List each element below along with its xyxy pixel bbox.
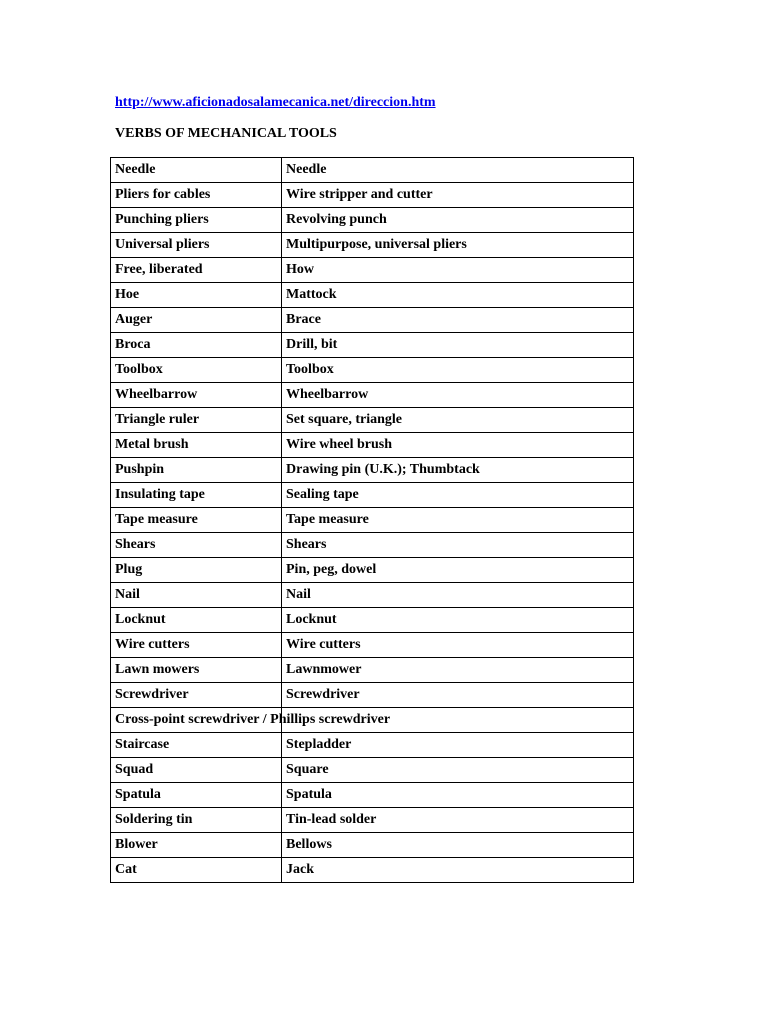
- table-cell-translation: Multipurpose, universal pliers: [282, 233, 634, 258]
- table-cell-term: Blower: [111, 833, 282, 858]
- spanning-cell-wrapper: [115, 708, 633, 732]
- cell-text: Cross-point screwdriver / Phillips screwdriver: [115, 712, 391, 727]
- table-cell-translation: Tape measure: [282, 508, 634, 533]
- table-cell-term: Lawn mowers: [111, 658, 282, 683]
- table-cell-term: Squad: [111, 758, 282, 783]
- table-row: [111, 483, 634, 508]
- table-row: [111, 633, 634, 658]
- table-cell-translation: Toolbox: [282, 358, 634, 383]
- table-cell-term: Free, liberated: [111, 258, 282, 283]
- table-row: [111, 583, 634, 608]
- table-row: [111, 858, 634, 883]
- table-cell-term: Insulating tape: [111, 483, 282, 508]
- table-cell-term: Universal pliers: [111, 233, 282, 258]
- table-cell-translation: Needle: [282, 158, 634, 183]
- table-cell-term: Plug: [111, 558, 282, 583]
- table-row: [111, 708, 634, 733]
- table-cell-translation: Spatula: [282, 783, 634, 808]
- table-cell-term: Needle: [111, 158, 282, 183]
- table-cell-translation: Wire cutters: [282, 633, 634, 658]
- table-cell-term: Metal brush: [111, 433, 282, 458]
- table-cell-translation: Nail: [282, 583, 634, 608]
- table-cell-translation: Shears: [282, 533, 634, 558]
- table-cell-translation: Set square, triangle: [282, 408, 634, 433]
- table-cell-term: Screwdriver: [111, 683, 282, 708]
- table-cell-translation: Wire wheel brush: [282, 433, 634, 458]
- table-cell-translation: Tin-lead solder: [282, 808, 634, 833]
- table-cell-translation: Lawnmower: [282, 658, 634, 683]
- table-cell-term: Hoe: [111, 283, 282, 308]
- table-row: [111, 408, 634, 433]
- table-cell-translation: Square: [282, 758, 634, 783]
- table-cell-term: Cat: [111, 858, 282, 883]
- table-row: [111, 308, 634, 333]
- table-row: [111, 458, 634, 483]
- table-row: [111, 383, 634, 408]
- table-cell-translation: Brace: [282, 308, 634, 333]
- table-row: [111, 433, 634, 458]
- table-cell-spanning: [111, 708, 634, 733]
- table-row: [111, 758, 634, 783]
- tools-table-body: [111, 158, 634, 883]
- table-cell-translation: Wheelbarrow: [282, 383, 634, 408]
- table-cell-translation: Screwdriver: [282, 683, 634, 708]
- table-cell-term: Nail: [111, 583, 282, 608]
- table-cell-term: Spatula: [111, 783, 282, 808]
- table-cell-translation: Bellows: [282, 833, 634, 858]
- table-cell-translation: Mattock: [282, 283, 634, 308]
- table-cell-translation: Wire stripper and cutter: [282, 183, 634, 208]
- table-cell-term: Triangle ruler: [111, 408, 282, 433]
- table-row: [111, 508, 634, 533]
- table-cell-translation: Stepladder: [282, 733, 634, 758]
- table-cell-translation: How: [282, 258, 634, 283]
- table-row: [111, 533, 634, 558]
- table-cell-term: Auger: [111, 308, 282, 333]
- table-cell-translation: Revolving punch: [282, 208, 634, 233]
- table-row: [111, 558, 634, 583]
- table-cell-term: Wire cutters: [111, 633, 282, 658]
- table-cell-term: Pushpin: [111, 458, 282, 483]
- table-row: [111, 333, 634, 358]
- table-row: [111, 208, 634, 233]
- table-cell-translation: Jack: [282, 858, 634, 883]
- table-cell-term: Punching pliers: [111, 208, 282, 233]
- source-link[interactable]: http://www.aficionadosalamecanica.net/direccion.htm: [115, 95, 436, 110]
- table-row: [111, 658, 634, 683]
- table-row: [111, 358, 634, 383]
- table-cell-term: Staircase: [111, 733, 282, 758]
- table-row: [111, 783, 634, 808]
- table-cell-translation: Drawing pin (U.K.); Thumbtack: [282, 458, 634, 483]
- table-cell-translation: Locknut: [282, 608, 634, 633]
- table-cell-term: Toolbox: [111, 358, 282, 383]
- table-cell-term: Shears: [111, 533, 282, 558]
- table-row: [111, 233, 634, 258]
- table-cell-term: Tape measure: [111, 508, 282, 533]
- page-title: VERBS OF MECHANICAL TOOLS: [115, 126, 337, 141]
- table-row: [111, 283, 634, 308]
- table-row: [111, 733, 634, 758]
- table-cell-term: Broca: [111, 333, 282, 358]
- table-cell-translation: Sealing tape: [282, 483, 634, 508]
- table-row: [111, 158, 634, 183]
- table-cell-term: Soldering tin: [111, 808, 282, 833]
- table-row: [111, 183, 634, 208]
- table-cell-term: Pliers for cables: [111, 183, 282, 208]
- table-cell-term: Locknut: [111, 608, 282, 633]
- table-row: [111, 683, 634, 708]
- table-row: [111, 608, 634, 633]
- table-row: [111, 808, 634, 833]
- tools-table: [110, 157, 634, 883]
- table-row: [111, 833, 634, 858]
- table-cell-translation: Pin, peg, dowel: [282, 558, 634, 583]
- table-cell-translation: Drill, bit: [282, 333, 634, 358]
- table-row: [111, 258, 634, 283]
- table-cell-term: Wheelbarrow: [111, 383, 282, 408]
